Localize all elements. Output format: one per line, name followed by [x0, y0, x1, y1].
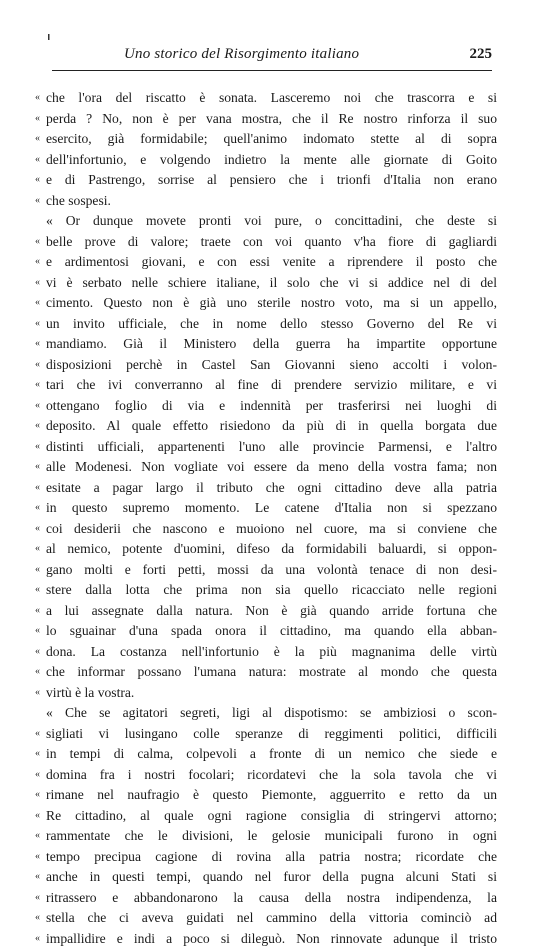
guillemet-mark: «	[35, 273, 46, 294]
guillemet-mark: «	[35, 580, 46, 601]
guillemet-mark: «	[35, 560, 46, 581]
page-header	[52, 46, 492, 72]
line-text: ritrassero e abbandonarono la causa della nostra indipendenza, la	[46, 888, 497, 909]
text-line	[35, 437, 497, 458]
text-line	[35, 642, 497, 663]
line-text: distinti ufficiali, appartenenti l'uno alle provincie Parmensi, e l'altro	[46, 437, 497, 458]
guillemet-mark: «	[35, 109, 46, 130]
line-text: deposito. Al quale effetto risiedono da più di in quella borgata due	[46, 416, 497, 437]
guillemet-mark: «	[35, 375, 46, 396]
guillemet-mark: «	[35, 744, 46, 765]
line-text: rammentate che le divisioni, le gelosie municipali furono in ogni	[46, 826, 497, 847]
line-text: alle Modenesi. Non vogliate voi essere da meno della vostra fama; non	[46, 457, 497, 478]
line-text: sigliati vi lusingano colle speranze di reggimenti politici, difficili	[46, 724, 497, 745]
text-line	[35, 273, 497, 294]
text-line	[35, 314, 497, 335]
line-text: perda ? No, non è per vana mostra, che il Re nostro rinforza il suo	[46, 109, 497, 130]
running-title: Uno storico del Risorgimento italiano	[124, 46, 359, 63]
guillemet-mark: «	[35, 437, 46, 458]
line-text: in questo supremo momento. Le catene d'Italia non si spezzano	[46, 498, 497, 519]
text-line	[35, 375, 497, 396]
text-line	[35, 519, 497, 540]
text-line	[35, 806, 497, 827]
line-text: Re cittadino, al quale ogni ragione consiglia di stringervi attorno;	[46, 806, 497, 827]
text-line	[35, 457, 497, 478]
text-line	[35, 150, 497, 171]
line-text: cimento. Questo non è già uno sterile nostro voto, ma si un appello,	[46, 293, 497, 314]
text-line	[35, 498, 497, 519]
text-line	[35, 744, 497, 765]
line-text: virtù è la vostra.	[46, 683, 497, 704]
line-text: domina fra i nostri focolari; ricordatevi che la sola tavola che vi	[46, 765, 497, 786]
guillemet-mark: «	[35, 888, 46, 909]
line-text: tari che ivi converranno al fine di prendere servizio militare, e vi	[46, 375, 497, 396]
text-line	[35, 847, 497, 868]
line-text: e ardimentosi giovani, e con essi venite a riprendere il posto che	[46, 252, 497, 273]
guillemet-mark: «	[35, 150, 46, 171]
guillemet-mark: «	[35, 252, 46, 273]
line-text: rimane nel naufragio è questo Piemonte, agguerrito e retto da un	[46, 785, 497, 806]
text-line	[35, 785, 497, 806]
guillemet-mark: «	[35, 355, 46, 376]
text-line	[35, 765, 497, 786]
guillemet-mark: «	[35, 170, 46, 191]
guillemet-mark	[35, 703, 46, 724]
text-line	[35, 416, 497, 437]
guillemet-mark: «	[35, 683, 46, 704]
line-text: « Or dunque movete pronti voi pure, o concittadini, che deste si	[46, 211, 497, 232]
text-line	[35, 867, 497, 888]
guillemet-mark: «	[35, 826, 46, 847]
line-text: mandiamo. Già il Ministero della guerra ha impartite opportune	[46, 334, 497, 355]
text-line	[35, 888, 497, 909]
line-text: al nemico, potente d'uomini, difeso da formidabili baluardi, si oppon-	[46, 539, 497, 560]
guillemet-mark: «	[35, 662, 46, 683]
text-line	[35, 683, 497, 704]
guillemet-mark: «	[35, 847, 46, 868]
line-text: stella che ci aveva guidati nel cammino della vittoria cominciò ad	[46, 908, 497, 929]
text-line	[35, 170, 497, 191]
guillemet-mark: «	[35, 642, 46, 663]
text-line	[35, 232, 497, 253]
text-line	[35, 88, 497, 109]
text-line	[35, 109, 497, 130]
line-text: lo sguainar d'una spada onora il cittadino, ma quando ella abban-	[46, 621, 497, 642]
text-line	[35, 129, 497, 150]
text-line	[35, 355, 497, 376]
line-text: in tempi di calma, colpevoli a fronte di un nemico che siede e	[46, 744, 497, 765]
line-text: che informar possano l'umana natura: mostrate al mondo che questa	[46, 662, 497, 683]
guillemet-mark: «	[35, 806, 46, 827]
text-line	[35, 826, 497, 847]
text-line	[35, 908, 497, 929]
guillemet-mark: «	[35, 519, 46, 540]
line-text: ottengano foglio di via e indennità per trasferirsi nei luoghi di	[46, 396, 497, 417]
text-line	[35, 580, 497, 601]
guillemet-mark: «	[35, 724, 46, 745]
line-text: a lui assegnate dalla natura. Non è già quando arride fortuna che	[46, 601, 497, 622]
page-number: 225	[470, 46, 493, 63]
line-text: vi è serbato nelle schiere italiane, il solo che vi si addice nel di del	[46, 273, 497, 294]
line-text: disposizioni perchè in Castel San Giovanni sieno accolti i volon-	[46, 355, 497, 376]
text-line	[35, 334, 497, 355]
line-text: « Che se agitatori segreti, ligi al dispotismo: se ambiziosi o scon-	[46, 703, 497, 724]
line-text: che sospesi.	[46, 191, 497, 212]
text-line	[35, 703, 497, 724]
text-line	[35, 560, 497, 581]
guillemet-mark: «	[35, 908, 46, 929]
speck-mark	[48, 34, 50, 40]
line-text: che l'ora del riscatto è sonata. Lasceremo noi che trascorra e si	[46, 88, 497, 109]
guillemet-mark: «	[35, 293, 46, 314]
text-line	[35, 211, 497, 232]
guillemet-mark: «	[35, 498, 46, 519]
guillemet-mark: «	[35, 191, 46, 212]
text-line	[35, 539, 497, 560]
line-text: dona. La costanza nell'infortunio è la più magnanima delle virtù	[46, 642, 497, 663]
line-text: esercito, già formidabile; quell'animo indomato stette al di sopra	[46, 129, 497, 150]
line-text: esitate a pagar largo il tributo che ogni cittadino deve alla patria	[46, 478, 497, 499]
body-text	[35, 88, 497, 949]
text-line	[35, 396, 497, 417]
line-text: stere dalla lotta che prima non sia quello ricacciato nelle regioni	[46, 580, 497, 601]
line-text: e di Pastrengo, sorrise al pensiero che i trionfi d'Italia non erano	[46, 170, 497, 191]
line-text: un invito ufficiale, che in nome dello stesso Governo del Re vi	[46, 314, 497, 335]
guillemet-mark: «	[35, 334, 46, 355]
text-line	[35, 293, 497, 314]
guillemet-mark: «	[35, 129, 46, 150]
guillemet-mark: «	[35, 88, 46, 109]
guillemet-mark: «	[35, 621, 46, 642]
line-text: tempo precipua cagione di rovina alla patria nostra; ricordate che	[46, 847, 497, 868]
guillemet-mark: «	[35, 314, 46, 335]
text-line	[35, 191, 497, 212]
line-text: impallidire e indi a poco si dileguò. Non rinnovate adunque il tristo	[46, 929, 497, 949]
guillemet-mark: «	[35, 539, 46, 560]
line-text: belle prove di valore; traete con voi quanto v'ha fiore di gagliardi	[46, 232, 497, 253]
guillemet-mark: «	[35, 478, 46, 499]
text-line	[35, 621, 497, 642]
text-line	[35, 252, 497, 273]
guillemet-mark: «	[35, 785, 46, 806]
guillemet-mark: «	[35, 457, 46, 478]
guillemet-mark: «	[35, 396, 46, 417]
guillemet-mark: «	[35, 765, 46, 786]
guillemet-mark: «	[35, 416, 46, 437]
text-line	[35, 478, 497, 499]
guillemet-mark: «	[35, 601, 46, 622]
text-line	[35, 662, 497, 683]
guillemet-mark: «	[35, 867, 46, 888]
guillemet-mark: «	[35, 929, 46, 949]
line-text: anche in questi tempi, quando nel furor della pugna alcuni Stati si	[46, 867, 497, 888]
text-line	[35, 601, 497, 622]
line-text: gano molti e forti petti, mossi da una volontà tenace di non desi-	[46, 560, 497, 581]
guillemet-mark	[35, 211, 46, 232]
line-text: dell'infortunio, e volgendo indietro la mente alle giornate di Goito	[46, 150, 497, 171]
line-text: coi desiderii che nascono e muoiono nel cuore, ma si conviene che	[46, 519, 497, 540]
header-rule	[52, 70, 492, 71]
guillemet-mark: «	[35, 232, 46, 253]
text-line	[35, 724, 497, 745]
text-line	[35, 929, 497, 949]
